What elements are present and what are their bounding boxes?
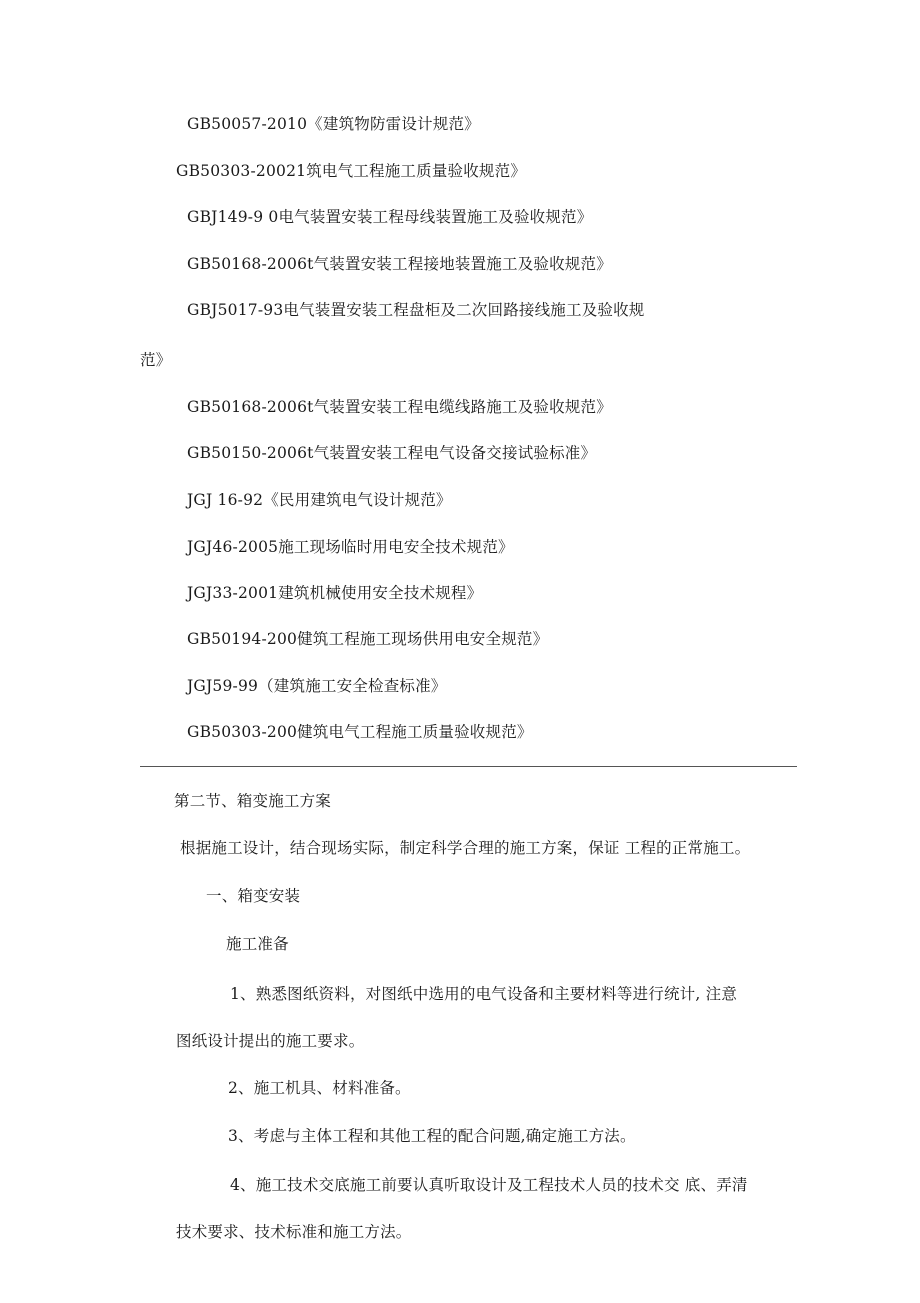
- reference-line: GB50194-200健筑工程施工现场供用电安全规范》: [187, 630, 549, 648]
- reference-line: JGJ33-2001建筑机械使用安全技术规程》: [187, 584, 483, 602]
- horizontal-divider: [140, 766, 797, 767]
- paragraph-line: 4、施工技术交底施工前要认真听取设计及工程技术人员的技术交 底、弄清: [230, 1176, 748, 1194]
- paragraph-line: 3、考虑与主体工程和其他工程的配合问题,确定施工方法。: [228, 1127, 636, 1145]
- reference-line-continuation: 范》: [140, 351, 172, 369]
- reference-line: JGJ46-2005施工现场临时用电安全技术规范》: [187, 538, 514, 556]
- reference-line: GB50168-2006t气装置安装工程接地装置施工及验收规范》: [187, 255, 612, 273]
- reference-line: GB50303-200健筑电气工程施工质量验收规范》: [187, 723, 533, 741]
- reference-line: GB50057-2010《建筑物防雷设计规范》: [187, 115, 480, 133]
- reference-line: GB50168-2006t气装置安装工程电缆线路施工及验收规范》: [187, 398, 612, 416]
- paragraph-line-continuation: 技术要求、技术标准和施工方法。: [176, 1223, 412, 1241]
- section-intro: 根据施工设计，结合现场实际，制定科学合理的施工方案，保证 工程的正常施工。: [180, 839, 751, 857]
- reference-line: GB50150-2006t气装置安装工程电气设备交接试验标准》: [187, 444, 597, 462]
- reference-line: JGJ59-99（建筑施工安全检查标准》: [187, 677, 447, 695]
- reference-line: GBJ149-9 0电气装置安装工程母线装置施工及验收规范》: [187, 208, 593, 226]
- subsubsection-heading: 施工准备: [226, 935, 289, 953]
- section-heading: 第二节、箱变施工方案: [174, 792, 332, 810]
- reference-line: GB50303-20021筑电气工程施工质量验收规范》: [176, 162, 527, 180]
- reference-line: JGJ 16-92《民用建筑电气设计规范》: [187, 491, 452, 509]
- paragraph-line: 1、熟悉图纸资料，对图纸中选用的电气设备和主要材料等进行统计, 注意: [230, 985, 738, 1003]
- reference-line: GBJ5017-93电气装置安装工程盘柜及二次回路接线施工及验收规: [187, 301, 645, 319]
- paragraph-line: 2、施工机具、材料准备。: [228, 1079, 411, 1097]
- paragraph-line-continuation: 图纸设计提出的施工要求。: [176, 1032, 365, 1050]
- subsection-heading: 一、箱变安装: [206, 887, 301, 905]
